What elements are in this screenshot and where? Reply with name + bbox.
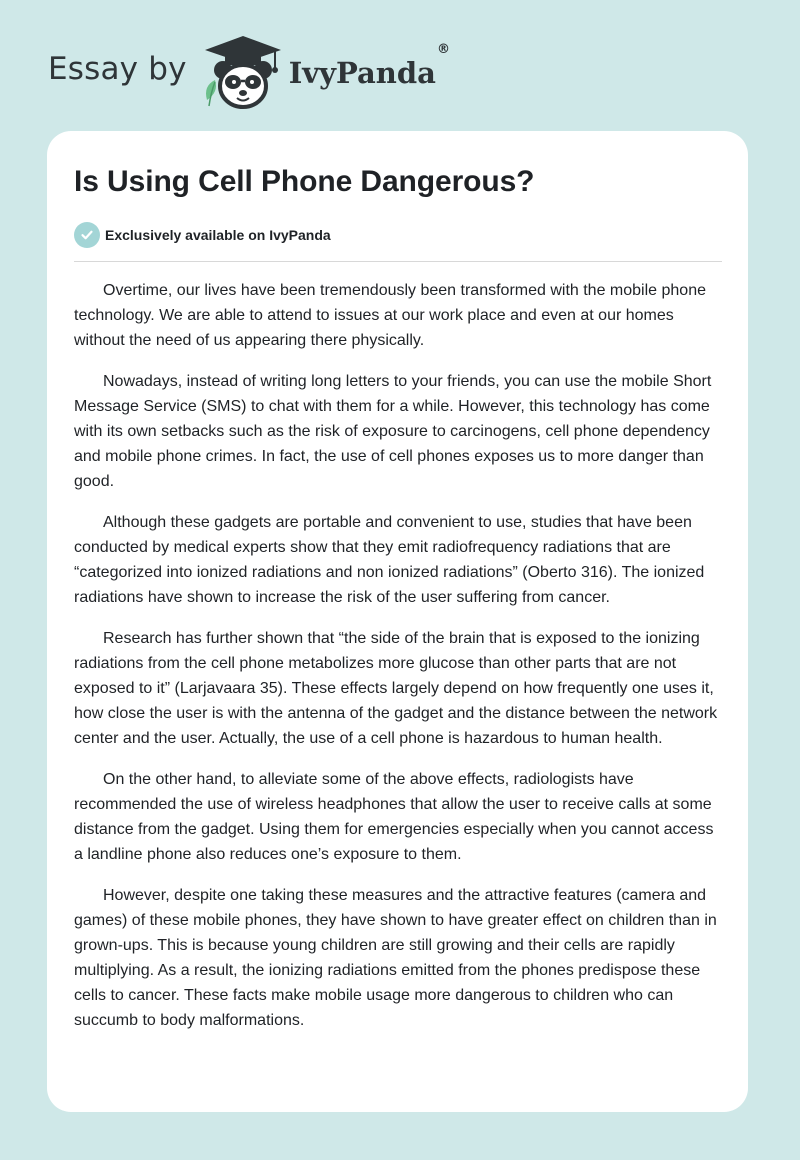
brand-name-text: IvyPanda [288,56,436,90]
paragraph: Nowadays, instead of writing long letters to your friends, you can use the mobile Short Message Service (SMS) to chat with them for a while. However, this technology has come with its own setbacks such as the risk of exposure to carcinogens, cell phone dependency and mobile phone crimes. In fact, the use of cell phones exposes us to more danger than good. [74,373,712,490]
brand-prefix: Essay by [48,51,187,87]
badge-text: Exclusively available on IvyPanda [105,227,331,243]
divider [74,261,722,262]
paragraph: On the other hand, to alleviate some of the above effects, radiologists have recommended the use of wireless headphones that allow the user to receive calls at some distance from the gadget. Using them for emergencies especially when you cannot access a landline phone also reduces one’s exposure to them. [74,771,714,863]
registered-mark: ® [436,42,450,57]
brand-header [48,34,450,110]
paragraph: Although these gadgets are portable and convenient to use, studies that have been conducted by medical experts show that they emit radiofrequency radiations that are “categorized into ionized radiations and non ionized radiations” (Oberto 316). The ionized radiations have shown to increase the risk of the user suffering from cancer. [74,514,705,606]
essay-body [74,278,726,1049]
panda-logo-icon[interactable] [201,34,285,110]
exclusive-badge [74,222,331,248]
paragraph: However, despite one taking these measures and the attractive features (camera and games) of these mobile phones, they have shown to have greater effect on children than in grown-ups. This is because young children are still growing and their cells are rapidly multiplying. As a result, the ionizing radiations emitted from the phones predispose these cells to cancer. These facts make mobile usage more dangerous to children who can succumb to body malformations. [74,887,717,1029]
paragraph: Overtime, our lives have been tremendously been transformed with the mobile phone technology. We are able to attend to issues at our work place and even at our homes without the need of us appearing there physically. [74,282,706,349]
paragraph: Research has further shown that “the side of the brain that is exposed to the ionizing radiations from the cell phone metabolizes more glucose than other parts that are not exposed to it” (Larjavaara 35). These effects largely depend on how frequently one uses it, how close the user is with the antenna of the gadget and the distance between the network center and the user. Actually, the use of a cell phone is hazardous to human health. [74,630,718,747]
page-title: Is Using Cell Phone Dangerous? [74,165,535,198]
essay-card [47,131,748,1112]
brand-name[interactable] [288,42,450,90]
check-circle-icon [74,222,100,248]
